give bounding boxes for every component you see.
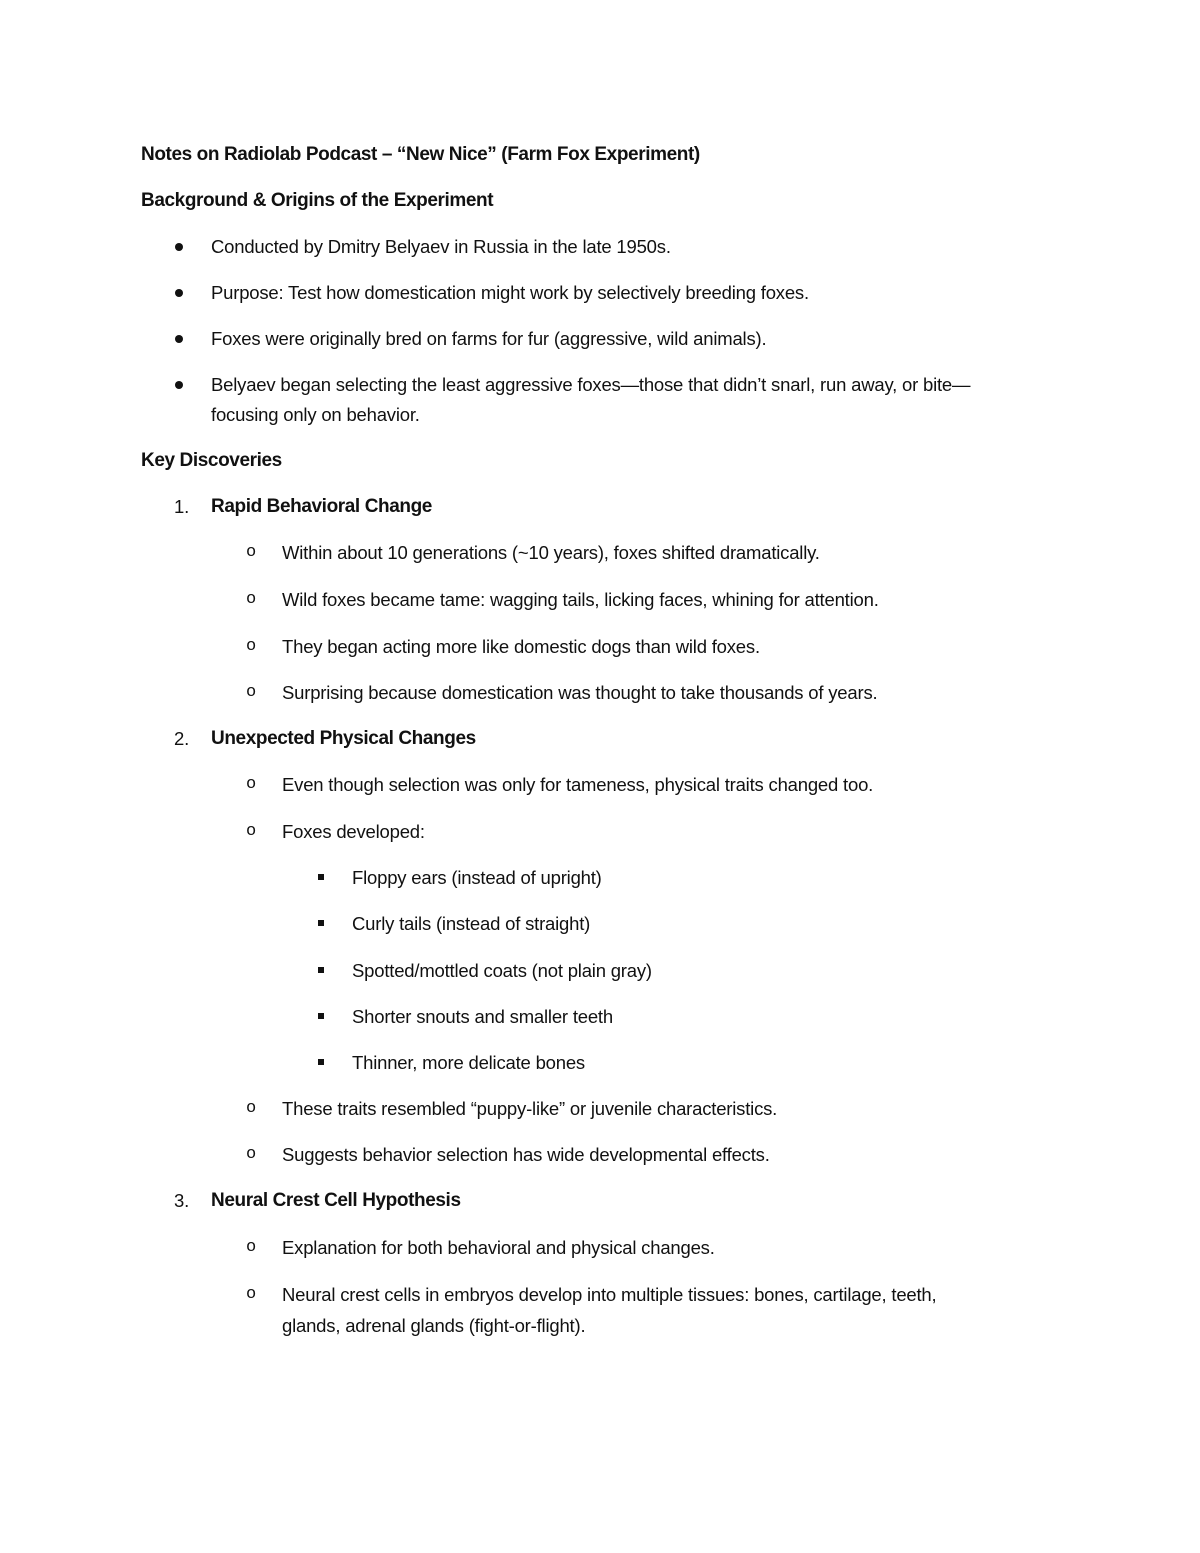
square-bullet-marker: [318, 1013, 324, 1019]
list-item: Foxes developed:: [282, 821, 425, 842]
list-item: Explanation for both behavioral and physical changes.: [282, 1237, 715, 1258]
square-bullet-marker: [318, 874, 324, 880]
section-heading-background: Background & Origins of the Experiment: [141, 190, 494, 211]
list-item: Neural crest cells in embryos develop into multiple tissues: bones, cartilage, teeth,: [282, 1284, 937, 1305]
square-bullet-marker: [318, 1059, 324, 1065]
list-item-continuation: glands, adrenal glands (fight-or-flight).: [282, 1315, 586, 1336]
circle-bullet-marker: o: [246, 1099, 257, 1118]
list-item: Thinner, more delicate bones: [352, 1052, 585, 1073]
section-heading-key-discoveries: Key Discoveries: [141, 450, 282, 471]
list-item: Spotted/mottled coats (not plain gray): [352, 960, 652, 981]
circle-bullet-marker: o: [246, 775, 257, 794]
document-title: Notes on Radiolab Podcast – “New Nice” (Farm Fox Experiment): [141, 144, 700, 165]
discovery-heading: Unexpected Physical Changes: [211, 728, 476, 749]
list-item: Curly tails (instead of straight): [352, 913, 591, 934]
list-item: Purpose: Test how domestication might work by selectively breeding foxes.: [211, 282, 809, 303]
bullet-marker: [175, 243, 183, 251]
list-number: 1.: [174, 496, 190, 517]
bullet-marker: [175, 289, 183, 297]
list-item: Shorter snouts and smaller teeth: [352, 1006, 613, 1027]
bullet-marker: [175, 381, 183, 389]
list-item: Even though selection was only for tameness, physical traits changed too.: [282, 774, 874, 795]
circle-bullet-marker: o: [246, 683, 257, 702]
list-item: They began acting more like domestic dogs than wild foxes.: [282, 636, 760, 657]
list-item: Suggests behavior selection has wide developmental effects.: [282, 1144, 770, 1165]
list-item: Conducted by Dmitry Belyaev in Russia in the late 1950s.: [211, 236, 671, 257]
circle-bullet-marker: o: [246, 543, 257, 562]
list-item: Belyaev began selecting the least aggressive foxes—those that didn’t snarl, run away, or bite—: [211, 374, 971, 395]
circle-bullet-marker: o: [246, 822, 257, 841]
circle-bullet-marker: o: [246, 637, 257, 656]
circle-bullet-marker: o: [246, 1238, 257, 1257]
discovery-heading: Rapid Behavioral Change: [211, 496, 432, 517]
list-item: These traits resembled “puppy-like” or juvenile characteristics.: [282, 1098, 778, 1119]
circle-bullet-marker: o: [246, 1285, 257, 1304]
square-bullet-marker: [318, 920, 324, 926]
bullet-marker: [175, 335, 183, 343]
circle-bullet-marker: o: [246, 590, 257, 609]
list-item: Floppy ears (instead of upright): [352, 867, 602, 888]
list-item-continuation: focusing only on behavior.: [211, 404, 420, 425]
list-item: Within about 10 generations (~10 years), foxes shifted dramatically.: [282, 542, 820, 563]
discovery-heading: Neural Crest Cell Hypothesis: [211, 1190, 461, 1211]
list-item: Surprising because domestication was thought to take thousands of years.: [282, 682, 878, 703]
list-number: 3.: [174, 1190, 190, 1211]
circle-bullet-marker: o: [246, 1145, 257, 1164]
square-bullet-marker: [318, 967, 324, 973]
list-number: 2.: [174, 728, 190, 749]
list-item: Wild foxes became tame: wagging tails, licking faces, whining for attention.: [282, 589, 879, 610]
list-item: Foxes were originally bred on farms for fur (aggressive, wild animals).: [211, 328, 767, 349]
